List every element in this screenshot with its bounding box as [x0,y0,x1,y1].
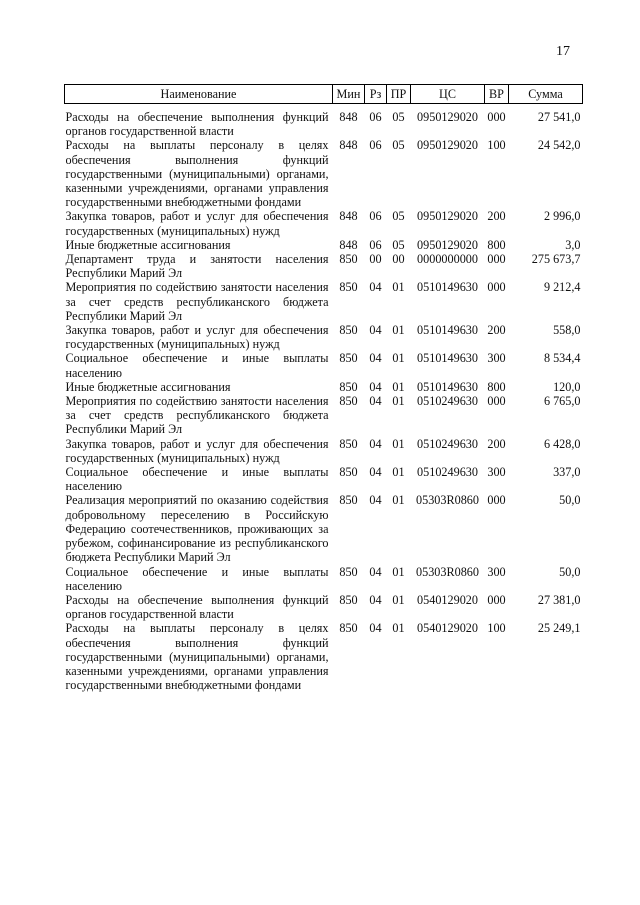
cell-pr: 01 [392,621,405,636]
cell-sum: 24 542,0 [537,138,581,153]
cell-vr: 300 [487,465,506,480]
cell-cs: 0510249630 [417,436,478,451]
header-rz: Рз [365,85,387,104]
table-row [65,593,583,621]
cell-cs: 0950129020 [417,209,478,224]
cell-cs: 0540129020 [417,621,478,636]
cell-min: 850 [339,465,358,480]
table-row [65,238,583,252]
cell-sum: 8 534,4 [543,351,581,366]
cell-rz: 06 [369,237,382,252]
cell-name: Социальное обеспечение и иные выплаты населению [65,465,329,494]
cell-rz: 04 [369,323,382,338]
cell-pr: 01 [392,379,405,394]
cell-rz: 04 [369,465,382,480]
cell-min: 848 [339,209,358,224]
cell-sum: 558,0 [553,323,581,338]
cell-name: Мероприятия по содействию занятости населения за счет средств республиканского бюджета Республики Марий Эл [65,394,329,437]
cell-sum: 6 428,0 [543,436,581,451]
cell-pr: 05 [392,138,405,153]
cell-name: Закупка товаров, работ и услуг для обеспечения государственных (муниципальных) нужд [65,323,329,352]
cell-vr: 000 [487,280,506,295]
cell-pr: 00 [392,252,405,267]
cell-sum: 27 541,0 [537,110,581,124]
cell-rz: 04 [369,280,382,295]
cell-min: 850 [339,323,358,338]
cell-vr: 000 [487,394,506,409]
cell-sum: 6 765,0 [543,394,581,409]
cell-min: 850 [339,379,358,394]
cell-name: Расходы на выплаты персоналу в целях обеспечения выполнения функций государственными (муниципальными) органами, казенными учреждениями, органами управления государственными внебюджетными фондами [65,138,329,210]
cell-vr: 100 [487,138,506,153]
cell-cs: 0510149630 [417,351,478,366]
cell-cs: 0540129020 [417,592,478,607]
page-number: 17 [556,44,570,59]
cell-rz: 04 [369,564,382,579]
cell-sum: 50,0 [559,493,581,508]
cell-rz: 04 [369,351,382,366]
cell-pr: 01 [392,351,405,366]
cell-cs: 0510249630 [417,394,478,409]
cell-sum: 337,0 [553,465,581,480]
cell-cs: 05303R0860 [416,493,479,508]
table-row [65,323,583,351]
cell-pr: 05 [392,209,405,224]
table-row [65,465,583,493]
cell-min: 850 [339,564,358,579]
cell-cs: 0510149630 [417,323,478,338]
cell-name: Иные бюджетные ассигнования [65,237,231,252]
cell-name: Расходы на выплаты персоналу в целях обеспечения выполнения функций государственными (муниципальными) органами, казенными учреждениями, органами управления государственными внебюджетными фондами [65,621,329,693]
cell-cs: 0510149630 [417,379,478,394]
cell-pr: 01 [392,394,405,409]
cell-name: Расходы на обеспечение выполнения функций органов государственной власти [65,592,329,622]
cell-pr: 01 [392,465,405,480]
cell-name: Социальное обеспечение и иные выплаты населению [65,351,329,380]
cell-sum: 275 673,7 [531,252,581,267]
cell-min: 848 [339,110,358,124]
cell-sum: 9 212,4 [543,280,581,295]
cell-min: 850 [339,351,358,366]
cell-pr: 01 [392,564,405,579]
cell-cs: 0000000000 [417,252,478,267]
cell-cs: 0510149630 [417,280,478,295]
header-cs: ЦС [411,85,485,104]
cell-name: Социальное обеспечение и иные выплаты населению [65,564,329,593]
cell-sum: 120,0 [553,379,581,394]
cell-vr: 800 [487,237,506,252]
table-row [65,394,583,437]
cell-rz: 06 [369,110,382,124]
cell-vr: 000 [487,252,506,267]
table-row [65,138,583,209]
cell-min: 850 [339,394,358,409]
cell-name: Закупка товаров, работ и услуг для обеспечения государственных (муниципальных) нужд [65,436,329,465]
cell-sum: 2 996,0 [543,209,581,224]
table-row [65,351,583,379]
cell-rz: 06 [369,209,382,224]
cell-min: 848 [339,138,358,153]
cell-name: Реализация мероприятий по оказанию содействия добровольному переселению в Российскую Федерацию соотечественников, проживающих за рубежом, софинансирование из республиканского бюджета Республики Марий Эл [65,493,329,565]
table-row [65,280,583,323]
cell-min: 850 [339,280,358,295]
cell-cs: 05303R0860 [416,564,479,579]
header-vr: ВР [485,85,509,104]
cell-sum: 3,0 [565,237,581,252]
header-pr: ПР [387,85,411,104]
cell-rz: 04 [369,621,382,636]
cell-min: 850 [339,436,358,451]
cell-pr: 01 [392,493,405,508]
cell-pr: 05 [392,237,405,252]
cell-vr: 100 [487,621,506,636]
table-row [65,565,583,593]
cell-min: 850 [339,592,358,607]
cell-rz: 00 [369,252,382,267]
table-row [65,252,583,280]
cell-sum: 27 381,0 [537,592,581,607]
table-row [65,437,583,465]
cell-pr: 01 [392,436,405,451]
cell-rz: 04 [369,493,382,508]
table-row [65,209,583,237]
cell-pr: 01 [392,323,405,338]
cell-name: Мероприятия по содействию занятости населения за счет средств республиканского бюджета Республики Марий Эл [65,280,329,323]
cell-pr: 01 [392,592,405,607]
cell-vr: 300 [487,564,506,579]
cell-vr: 200 [487,436,506,451]
table-header-row [65,85,583,104]
cell-min: 850 [339,493,358,508]
header-name: Наименование [65,85,333,104]
header-sum: Сумма [509,85,583,104]
table-row [65,621,583,692]
cell-vr: 200 [487,323,506,338]
budget-table [64,84,583,692]
table-row [65,380,583,394]
table-row [65,493,583,564]
cell-cs: 0950129020 [417,110,478,124]
cell-min: 848 [339,237,358,252]
cell-vr: 300 [487,351,506,366]
cell-pr: 01 [392,280,405,295]
cell-name: Департамент труда и занятости населения Республики Марий Эл [65,252,329,281]
cell-min: 850 [339,252,358,267]
cell-cs: 0950129020 [417,237,478,252]
cell-vr: 800 [487,379,506,394]
cell-rz: 04 [369,436,382,451]
cell-rz: 04 [369,592,382,607]
cell-name: Закупка товаров, работ и услуг для обеспечения государственных (муниципальных) нужд [65,209,329,238]
cell-vr: 000 [487,110,506,124]
cell-rz: 04 [369,394,382,409]
cell-cs: 0510249630 [417,465,478,480]
cell-cs: 0950129020 [417,138,478,153]
cell-vr: 200 [487,209,506,224]
cell-vr: 000 [487,493,506,508]
cell-sum: 50,0 [559,564,581,579]
cell-rz: 06 [369,138,382,153]
cell-pr: 05 [392,110,405,124]
table-row [65,104,583,139]
cell-sum: 25 249,1 [537,621,581,636]
cell-name: Иные бюджетные ассигнования [65,379,231,394]
cell-vr: 000 [487,592,506,607]
header-min: Мин [333,85,365,104]
cell-name: Расходы на обеспечение выполнения функций органов государственной власти [65,110,329,139]
cell-min: 850 [339,621,358,636]
cell-rz: 04 [369,379,382,394]
